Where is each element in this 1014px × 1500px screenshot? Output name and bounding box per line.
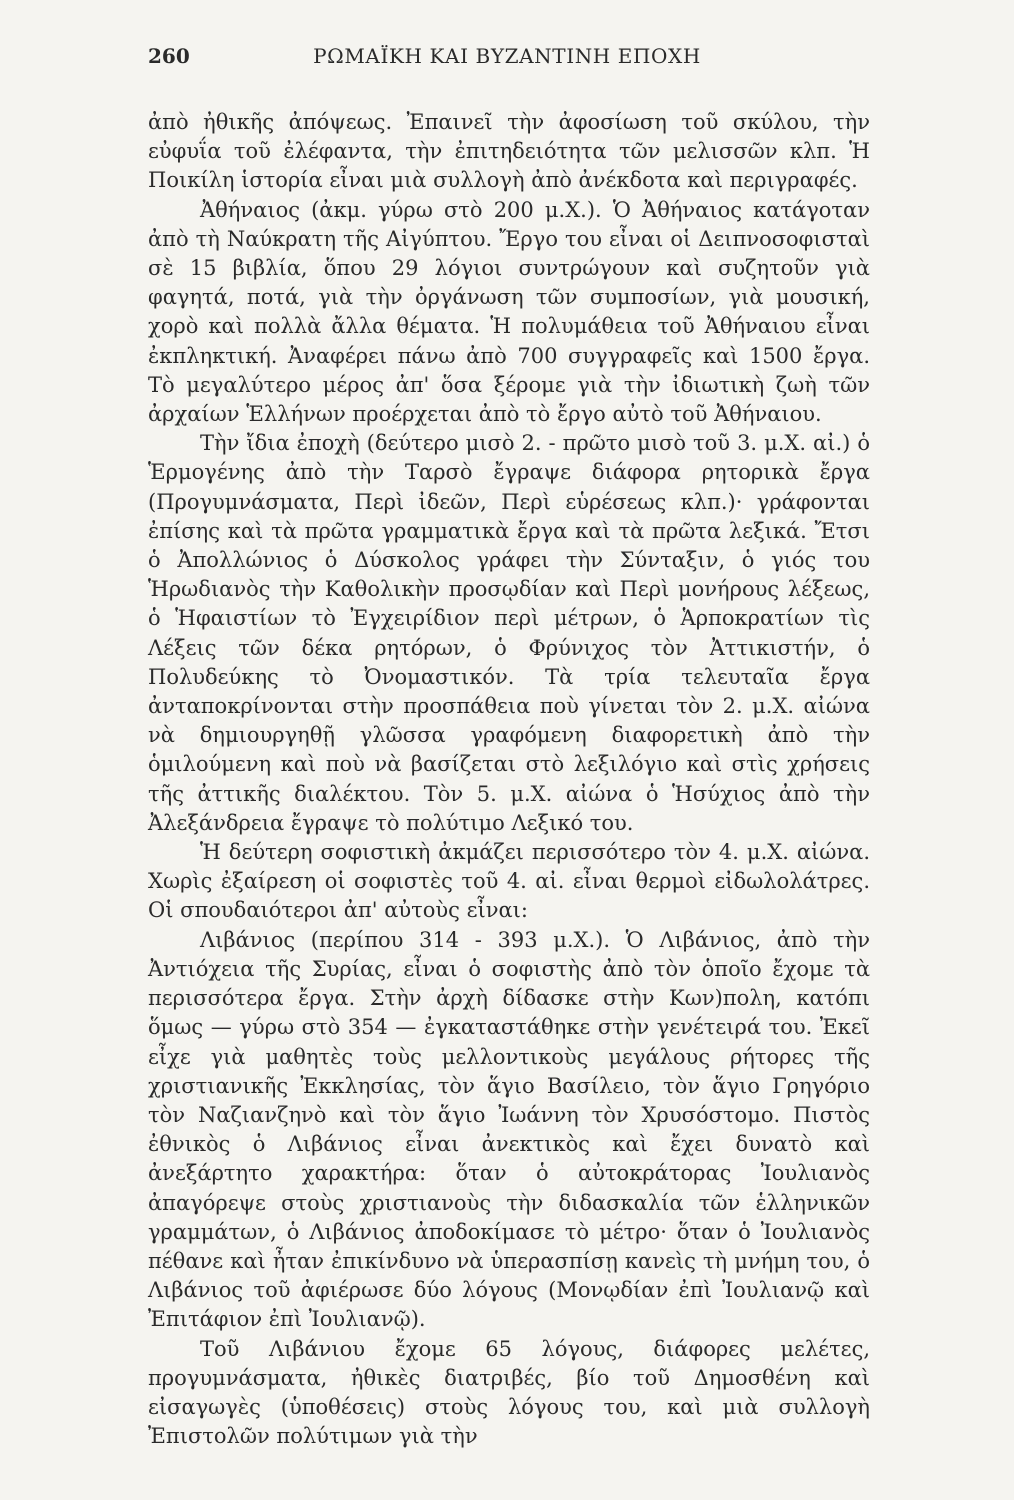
paragraph: ἀπὸ ἠθικῆς ἀπόψεως. Ἐπαινεῖ τὴν ἀφοσίωση τοῦ σκύλου, τὴν εὐφυΐα τοῦ ἐλέφαντα, τὴν ἐπιτηδειότητα τῶν μελισσῶν κλπ. Ἡ Ποικίλη ἱστορία εἶναι μιὰ συλλογὴ ἀπὸ ἀνέκδοτα καὶ περιγραφές. (148, 110, 870, 193)
paragraph: Τοῦ Λιβάνιου ἔχομε 65 λόγους, διάφορες μελέτες, προγυμνάσματα, ἠθικὲς διατριβές, βίο τοῦ Δημοσθένη καὶ εἰσαγωγὲς (ὑποθέσεις) στοὺς λόγους του, καὶ μιὰ συλλογὴ Ἐπιστολῶν πολύτιμων γιὰ τὴν (148, 1336, 870, 1449)
page-number: 260 (148, 44, 190, 68)
running-title: ΡΩΜΑΪΚΗ ΚΑΙ ΒΥΖΑΝΤΙΝΗ ΕΠΟΧΗ (313, 44, 701, 68)
paragraph: Λιβάνιος (περίπου 314 - 393 μ.Χ.). Ὁ Λιβάνιος, ἀπὸ τὴν Ἀντιόχεια τῆς Συρίας, εἶναι ὁ σοφιστὴς ἀπὸ τὸν ὁποῖο ἔχομε τὰ περισσότερα ἔργα. Στὴν ἀρχὴ δίδασκε στὴν Κων)πολη, κατόπι ὅμως — γύρω στὸ 354 — ἐγκαταστάθηκε στὴν γενέτειρά του. Ἐκεῖ εἶχε γιὰ μαθητὲς τοὺς μελλοντικοὺς μεγάλους ρήτορες τῆς χριστιανικῆς Ἐκκλησίας, τὸν ἅγιο Βασίλειο, τὸν ἅγιο Γρηγόριο τὸν Ναζιανζηνὸ καὶ τὸν ἅγιο Ἰωάννη τὸν Χρυσόστομο. Πιστὸς ἐθνικὸς ὁ Λιβάνιος εἶναι ἀνεκτικὸς καὶ ἔχει δυνατὸ καὶ ἀνεξάρτητο χαρακτήρα: ὅταν ὁ αὐτοκράτορας Ἰουλιανὸς ἀπαγόρεψε στοὺς χριστιανοὺς τὴν διδασκαλία τῶν ἑλληνικῶν γραμμάτων, ὁ Λιβάνιος ἀποδοκίμασε τὸ μέτρο· ὅταν ὁ Ἰουλιανὸς πέθανε καὶ ἦταν ἐπικίνδυνο νὰ ὑπερασπίσῃ κανεὶς τὴ μνήμη του, ὁ Λιβάνιος τοῦ ἀφιέρωσε δύο λόγους (Μονῳδίαν ἐπὶ Ἰουλιανῷ καὶ Ἐπιτάφιον ἐπὶ Ἰουλιανῷ). (148, 927, 870, 1332)
page-header (148, 44, 866, 80)
body-text (148, 108, 870, 1451)
paragraph: Τὴν ἴδια ἐποχὴ (δεύτερο μισὸ 2. - πρῶτο μισὸ τοῦ 3. μ.Χ. αἰ.) ὁ Ἑρμογένης ἀπὸ τὴν Ταρσὸ ἔγραψε διάφορα ρητορικὰ ἔργα (Προγυμνάσματα, Περὶ ἰδεῶν, Περὶ εὑρέσεως κλπ.)· γράφονται ἐπίσης καὶ τὰ πρῶτα γραμματικὰ ἔργα καὶ τὰ πρῶτα λεξικά. Ἔτσι ὁ Ἀπολλώνιος ὁ Δύσκολος γράφει τὴν Σύνταξιν, ὁ γιός του Ἡρωδιανὸς τὴν Καθολικὴν προσῳδίαν καὶ Περὶ μονήρους λέξεως, ὁ Ἡφαιστίων τὸ Ἐγχειρίδιον περὶ μέτρων, ὁ Ἁρποκρατίων τὶς Λέξεις τῶν δέκα ρητόρων, ὁ Φρύνιχος τὸν Ἀττικιστήν, ὁ Πολυδεύκης τὸ Ὀνομαστικόν. Τὰ τρία τελευταῖα ἔργα ἀνταποκρίνονται στὴν προσπάθεια ποὺ γίνεται τὸν 2. μ.Χ. αἰώνα νὰ δημιουργηθῇ γλῶσσα γραφόμενη διαφορετικὴ ἀπὸ τὴν ὁμιλούμενη καὶ ποὺ νὰ βασίζεται στὸ λεξιλόγιο καὶ στὶς χρήσεις τῆς ἀττικῆς διαλέκτου. Τὸν 5. μ.Χ. αἰώνα ὁ Ἡσύχιος ἀπὸ τὴν Ἀλεξάνδρεια ἔγραψε τὸ πολύτιμο Λεξικό του. (148, 431, 870, 835)
paragraph: Ἀθήναιος (ἀκμ. γύρω στὸ 200 μ.Χ.). Ὁ Ἀθήναιος κατάγοταν ἀπὸ τὴ Ναύκρατη τῆς Αἰγύπτου. Ἔργο του εἶναι οἱ Δειπνοσοφισταὶ σὲ 15 βιβλία, ὅπου 29 λόγιοι συντρώγουν καὶ συζητοῦν γιὰ φαγητά, ποτά, γιὰ τὴν ὀργάνωση τῶν συμποσίων, γιὰ μουσική, χορὸ καὶ πολλὰ ἄλλα θέματα. Ἡ πολυμάθεια τοῦ Ἀθήναιου εἶναι ἐκπληκτική. Ἀναφέρει πάνω ἀπὸ 700 συγγραφεῖς καὶ 1500 ἔργα. Τὸ μεγαλύτερο μέρος ἀπ' ὅσα ξέρομε γιὰ τὴν ἰδιωτικὴ ζωὴ τῶν ἀρχαίων Ἑλλήνων προέρχεται ἀπὸ τὸ ἔργο αὐτὸ τοῦ Ἀθήναιου. (148, 197, 870, 427)
paragraph: Ἡ δεύτερη σοφιστικὴ ἀκμάζει περισσότερο τὸν 4. μ.Χ. αἰώνα. Χωρὶς ἐξαίρεση οἱ σοφιστὲς τοῦ 4. αἰ. εἶναι θερμοὶ εἰδωλολάτρες. Οἱ σπουδαιότεροι ἀπ' αὐτοὺς εἶναι: (148, 840, 870, 923)
